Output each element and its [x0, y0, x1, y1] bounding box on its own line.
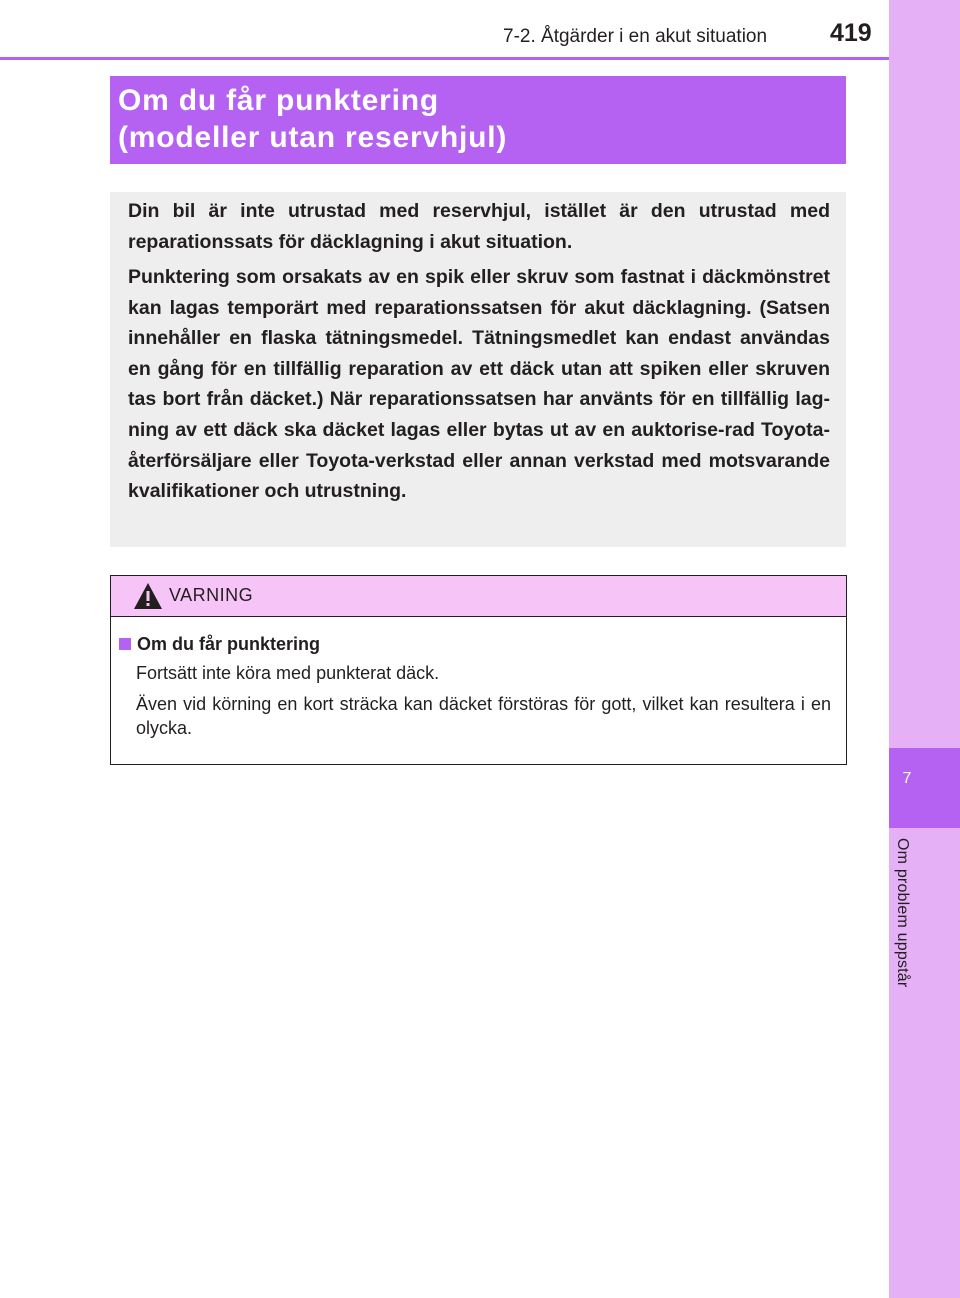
page-title-line1: Om du får punktering — [118, 84, 440, 117]
intro-paragraph-2: Punktering som orsakats av en spik eller skruv som fastnat i däckmönstret kan lagas temporärt med reparationssatsen för akut däcklagning. (Satsen innehåller en flaska tätningsmedel. Tätningsmedlet kan endast användas en gång för en tillfällig reparation av ett däck utan att spiken eller skruven tas bort från däcket.) När reparationssatsen har använts för en tillfällig lag-ning av ett däck ska däcket lagas eller bytas ut av en auktorise-rad Toyota-återförsäljare eller Toyota-verkstad eller annan verkstad med motsvarande kvalifikationer och utrustning. — [128, 266, 830, 503]
warning-paragraph-1: Fortsätt inte köra med punkterat däck. — [136, 663, 440, 683]
warning-header — [111, 576, 846, 617]
chapter-label: Om problem uppstår — [894, 838, 911, 988]
page-title — [118, 82, 507, 156]
warning-box — [110, 575, 847, 765]
section-title: 7-2. Åtgärder i en akut situation — [503, 26, 768, 47]
chapter-side-tab — [889, 0, 960, 1298]
page-title-banner — [110, 76, 846, 164]
page-number: 419 — [830, 19, 872, 47]
header-rule — [0, 57, 889, 60]
intro-box — [110, 192, 846, 547]
warning-triangle-icon — [133, 581, 163, 611]
chapter-number: 7 — [902, 770, 912, 787]
warning-label: VARNING — [169, 585, 254, 605]
chapter-tab-active — [889, 748, 960, 828]
square-bullet-icon — [119, 638, 131, 650]
intro-paragraph-1: Din bil är inte utrustad med reservhjul, istället är den utrustad med reparationssats för däcklagning i akut situation. — [128, 200, 830, 253]
warning-subheading — [119, 634, 320, 655]
warning-paragraph-2: Även vid körning en kort sträcka kan däcket förstöras för gott, vilket kan resultera i en olycka. — [136, 694, 831, 738]
page-title-line2: (modeller utan reservhjul) — [118, 121, 508, 154]
warning-subheading-text: Om du får punktering — [137, 634, 321, 654]
